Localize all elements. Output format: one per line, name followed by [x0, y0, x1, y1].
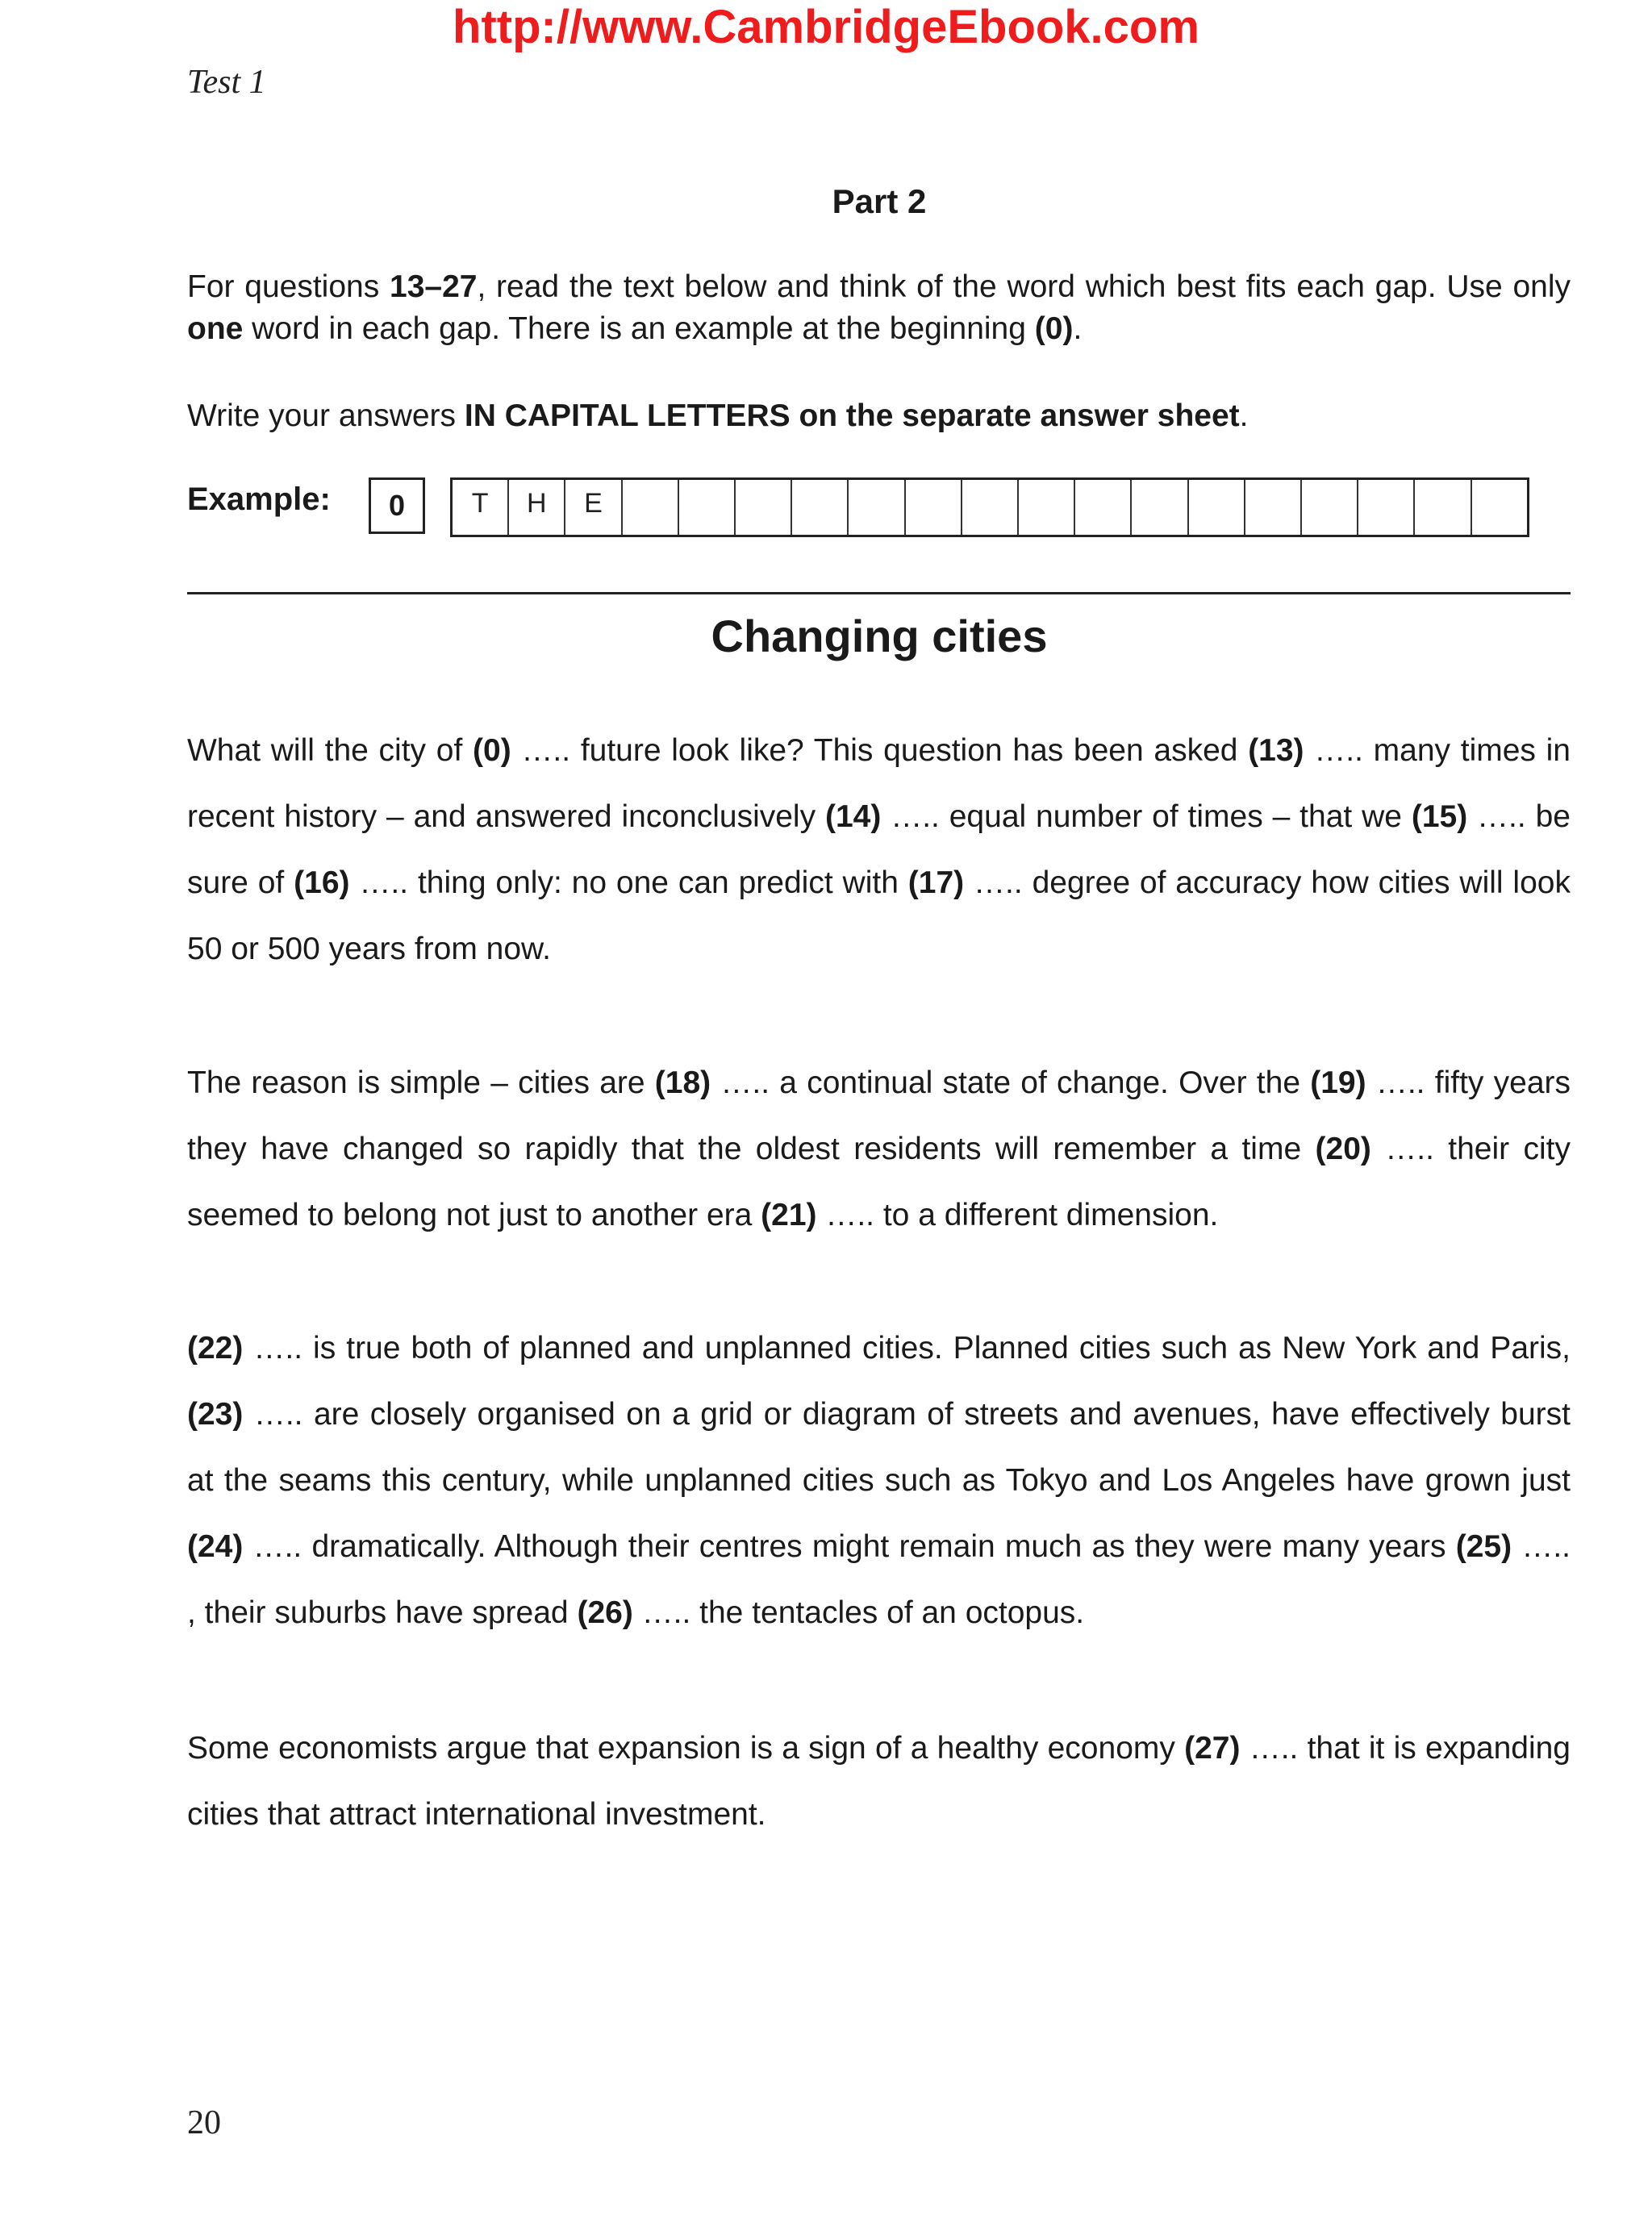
passage-text: ….. is true both of planned and unplanned cities. Planned cities such as New York and Paris, [243, 1331, 1571, 1366]
test-label: Test 1 [187, 64, 266, 101]
answer-cell [736, 480, 792, 535]
gap-number: (18) [654, 1065, 711, 1100]
gap-number: (22) [187, 1331, 244, 1366]
passage-text: ….. , their suburbs have spread [187, 1529, 1571, 1630]
gap-number: (17) [907, 865, 965, 900]
gap-number: (26) [577, 1595, 633, 1630]
passage-text: ….. to a different dimension. [816, 1198, 1219, 1232]
website-url: http://www.CambridgeEbook.com [453, 1, 1199, 53]
answer-cell [1302, 480, 1358, 535]
instr-capitals: IN CAPITAL LETTERS on the separate answer sheet [464, 398, 1240, 433]
answer-cell [1189, 480, 1245, 535]
answer-cell [1132, 480, 1188, 535]
passage-text: ….. future look like? This question has been asked [511, 733, 1249, 768]
answer-cell [906, 480, 962, 535]
answer-cell: T [453, 480, 509, 535]
instr-text: . [1073, 311, 1083, 346]
passage-text: ….. are closely organised on a grid or diagram of streets and avenues, have effectively burst at the seams this century, while unplanned cities such as Tokyo and Los Angeles have grown just [187, 1397, 1571, 1498]
gap-number: (16) [294, 865, 350, 900]
passage-text: ….. fifty years they have changed so rapidly that the oldest residents will remember a time [187, 1065, 1571, 1166]
passage-paragraph-3 [187, 1316, 1571, 1646]
gap-number: (21) [761, 1198, 817, 1232]
gap-number: (0) [473, 733, 511, 768]
answer-cell [792, 480, 849, 535]
gap-number: (13) [1248, 733, 1304, 768]
passage-text: ….. many times in recent history – and answered inconclusively [187, 733, 1571, 834]
instr-one: one [187, 311, 244, 346]
passage-text: ….. degree of accuracy how cities will look 50 or 500 years from now. [187, 865, 1571, 966]
passage-text: ….. their city seemed to belong not just to another era [187, 1132, 1571, 1232]
gap-number: (24) [187, 1529, 244, 1564]
answer-cell [849, 480, 905, 535]
answer-cell [623, 480, 679, 535]
passage-text: ….. equal number of times – that we [881, 799, 1412, 834]
gap-number: (27) [1184, 1731, 1241, 1766]
example-answer-boxes [450, 477, 1529, 537]
instr-text: . [1239, 398, 1249, 433]
passage-text: ….. a continual state of change. Over the [711, 1065, 1311, 1100]
gap-number: (14) [824, 799, 882, 834]
passage-text: ….. thing only: no one can predict with [349, 865, 908, 900]
passage-text: What will the city of [187, 733, 473, 768]
answer-cell [1415, 480, 1471, 535]
page-number: 20 [187, 2104, 221, 2141]
answer-cell [1245, 480, 1302, 535]
passage-paragraph-1 [187, 718, 1571, 982]
passage-text: Some economists argue that expansion is a sign of a healthy economy [187, 1731, 1185, 1766]
answer-cell [1358, 480, 1415, 535]
answer-cell [1019, 480, 1075, 535]
example-label: Example: [187, 482, 331, 517]
passage-text: ….. that it is expanding cities that attract international investment. [187, 1731, 1571, 1832]
passage-text: ….. dramatically. Although their centres might remain much as they were many years [243, 1529, 1456, 1564]
instr-text: , read the text below and think of the word which best fits each gap. Use only [477, 269, 1571, 304]
answer-cell [679, 480, 736, 535]
part-title: Part 2 [832, 182, 927, 220]
gap-number: (23) [187, 1397, 244, 1432]
question-range: 13–27 [390, 269, 478, 304]
gap-number: (25) [1455, 1529, 1512, 1564]
gap-number: (19) [1310, 1065, 1366, 1100]
divider-rule [187, 592, 1571, 594]
instr-text: Write your answers [187, 398, 465, 433]
gap-number: (20) [1315, 1132, 1371, 1166]
passage-text: The reason is simple – cities are [187, 1065, 655, 1100]
instructions-paragraph [187, 266, 1571, 350]
passage-text: ….. the tentacles of an octopus. [632, 1595, 1085, 1630]
gap-number: (15) [1411, 799, 1468, 834]
answer-instructions [187, 395, 1571, 437]
passage-title: Changing cities [711, 611, 1048, 661]
passage-paragraph-4 [187, 1716, 1571, 1848]
answer-cell [962, 480, 1019, 535]
answer-cell: H [509, 480, 565, 535]
passage-text: ….. be sure of [187, 799, 1571, 900]
instr-text: For questions [187, 269, 390, 304]
instr-text: word in each gap. There is an example at the beginning [243, 311, 1035, 346]
instr-zero: (0) [1034, 311, 1074, 346]
answer-cell [1472, 480, 1527, 535]
answer-cell [1075, 480, 1132, 535]
passage-paragraph-2 [187, 1050, 1571, 1249]
answer-cell: E [565, 480, 622, 535]
example-number-box: 0 [369, 477, 425, 534]
